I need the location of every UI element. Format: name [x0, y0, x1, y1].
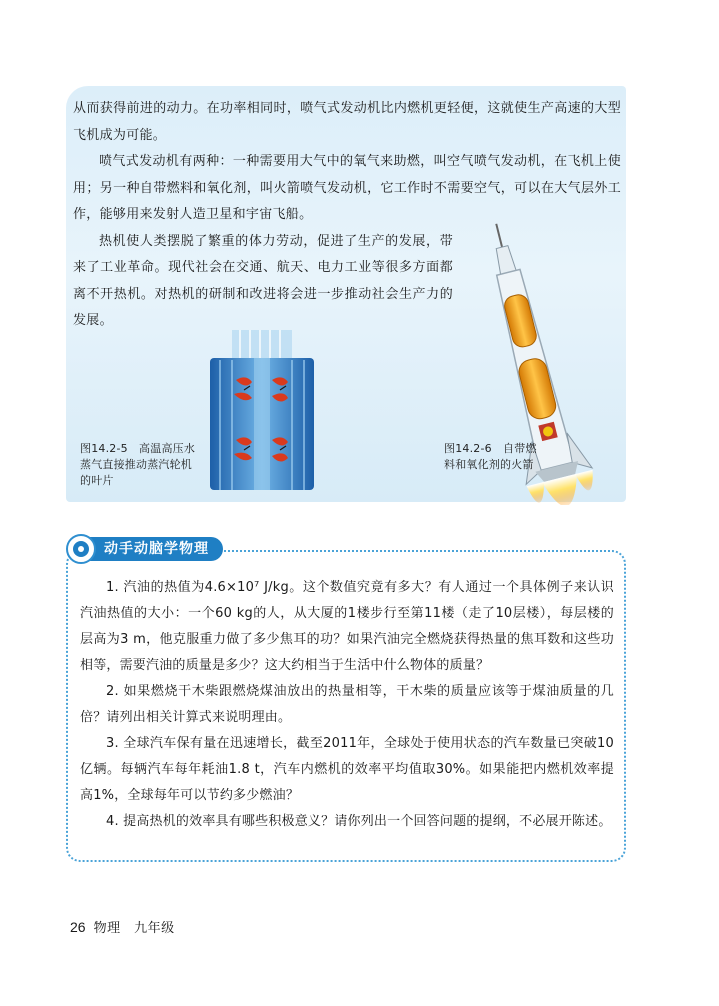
steam-turbine-illustration — [210, 330, 314, 490]
page-footer — [70, 917, 175, 936]
figure-caption-turbine: 图14.2-5 高温高压水蒸气直接推动蒸汽轮机的叶片 — [80, 442, 196, 487]
book-title: 物理 九年级 — [93, 921, 175, 936]
question-4: 4. 提高热机的效率具有哪些积极意义？请你列出一个回答问题的提纲，不必展开陈述。 — [106, 814, 612, 829]
target-circle-icon — [66, 534, 96, 564]
question-2: 2. 如果燃烧干木柴跟燃烧煤油放出的热量相等，干木柴的质量应该等于煤油质量的几倍？请列出相关计算式来说明理由。 — [80, 684, 614, 725]
intro-paragraph-1: 从而获得前进的动力。在功率相同时，喷气式发动机比内燃机更轻便，这就使生产高速的大型飞机成为可能。 — [73, 101, 621, 143]
question-3: 3. 全球汽车保有量在迅速增长，截至2011年，全球处于使用状态的汽车数量已突破10亿辆。每辆汽车每年耗油1.8 t，汽车内燃机的效率平均值取30%。如果能把内燃机效率提高1%，全球每年可以节约多少燃油？ — [80, 736, 614, 803]
page-number: 26 — [70, 918, 86, 935]
intro-paragraph-3: 热机使人类摆脱了繁重的体力劳动，促进了生产的发展，带来了工业革命。现代社会在交通、航天、电力工业等很多方面都离不开热机。对热机的研制和改进将会进一步推动社会生产力的发展。 — [73, 233, 453, 328]
intro-paragraph-2: 喷气式发动机有两种：一种需要用大气中的氧气来助燃，叫空气喷气发动机，在飞机上使用；另一种自带燃料和氧化剂，叫火箭喷气发动机，它工作时不需要空气，可以在大气层外工作，能够用来发射人造卫星和宇宙飞船。 — [73, 154, 621, 222]
section-header — [66, 536, 223, 562]
question-list — [80, 575, 614, 835]
question-1: 1. 汽油的热值为4.6×10⁷ J/kg。这个数值究竟有多大？有人通过一个具体例子来认识汽油热值的大小：一个60 kg的人，从大厦的1楼步行至第11楼（走了10层楼），每层楼的层高为3 m，他克服重力做了多少焦耳的功？如果汽油完全燃烧获得热量的焦耳数和这些功相等，需要汽油的质量是多少？这大约相当于生活中什么物体的质量？ — [80, 580, 614, 673]
figure-caption-rocket: 图14.2-6 自带燃料和氧化剂的火箭 — [444, 442, 537, 471]
section-title: 动手动脑学物理 — [88, 537, 223, 561]
